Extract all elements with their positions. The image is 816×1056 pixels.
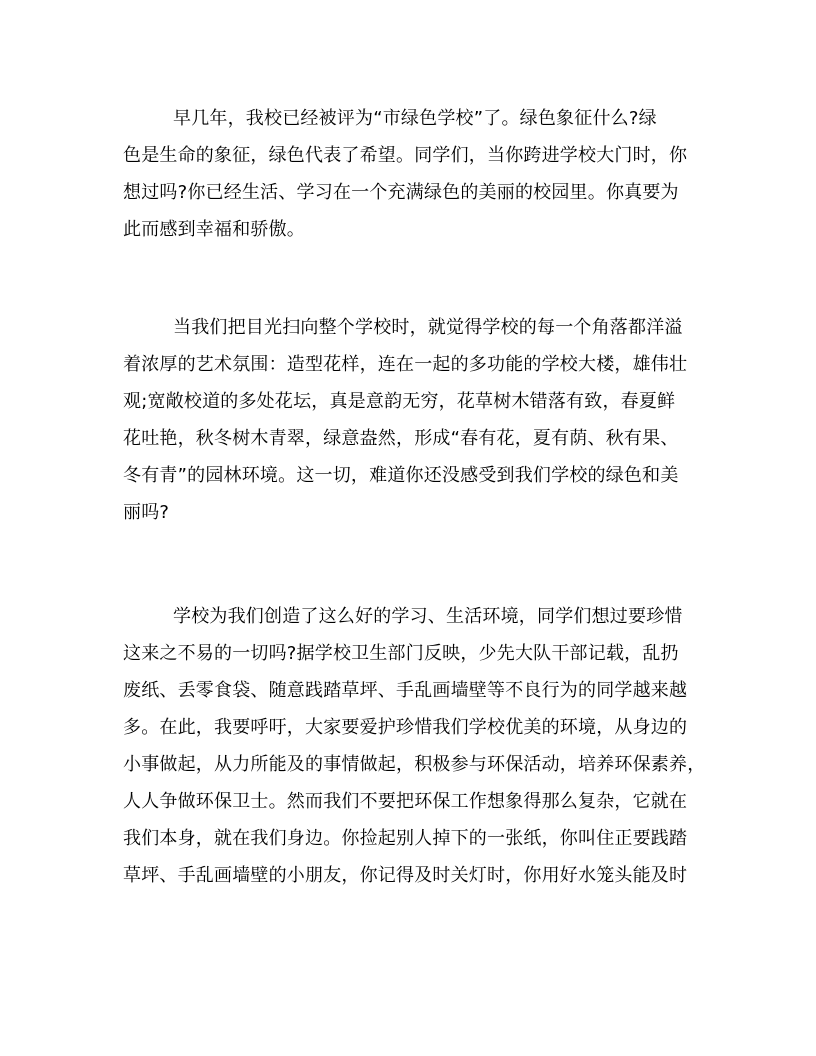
text-line: 丽吗? [123,502,170,523]
paragraph-green-school [123,100,695,248]
text-line: 草坪、手乱画墙壁的小朋友，你记得及时关灯时，你用好水笼头能及时 [123,865,688,886]
text-line: 此而感到幸福和骄傲。 [123,219,305,240]
text-line: 废纸、丢零食袋、随意践踏草坪、手乱画墙壁等不良行为的同学越来越 [123,680,688,701]
text-line: 早几年，我校已经被评为“市绿色学校”了。绿色象征什么?绿 [173,108,657,129]
text-line: 当我们把目光扫向整个学校时，就觉得学校的每一个角落都洋溢 [173,317,683,338]
text-line: 我们本身，就在我们身边。你捡起别人掉下的一张纸，你叫住正要践踏 [123,828,688,849]
text-line: 花吐艳，秋冬树木青翠，绿意盎然，形成“春有花，夏有荫、秋有果、 [123,428,679,449]
text-line: 色是生命的象征，绿色代表了希望。同学们，当你跨进学校大门时，你 [123,145,688,166]
paragraph-campus-atmosphere [123,309,695,531]
paragraph-environment-protection [123,598,706,894]
text-line: 着浓厚的艺术氛围：造型花样，连在一起的多功能的学校大楼，雄伟壮 [123,354,688,375]
text-line: 观;宽敞校道的多处花坛，真是意韵无穷，花草树木错落有致，春夏鲜 [123,391,676,412]
text-line: 冬有青”的园林环境。这一切，难道你还没感受到我们学校的绿色和美 [123,465,679,486]
text-line: 人人争做环保卫士。然而我们不要把环保工作想象得那么复杂，它就在 [123,791,688,812]
text-line: 这来之不易的一切吗?据学校卫生部门反映，少先大队干部记载，乱扔 [123,643,679,664]
text-line: 多。在此，我要呼吁，大家要爱护珍惜我们学校优美的环境，从身边的 [123,717,688,738]
text-line: 学校为我们创造了这么好的学习、生活环境，同学们想过要珍惜 [173,606,683,627]
text-line: 小事做起，从力所能及的事情做起，积极参与环保活动，培养环保素养， [123,754,706,775]
text-line: 想过吗?你已经生活、学习在一个充满绿色的美丽的校园里。你真要为 [123,182,679,203]
